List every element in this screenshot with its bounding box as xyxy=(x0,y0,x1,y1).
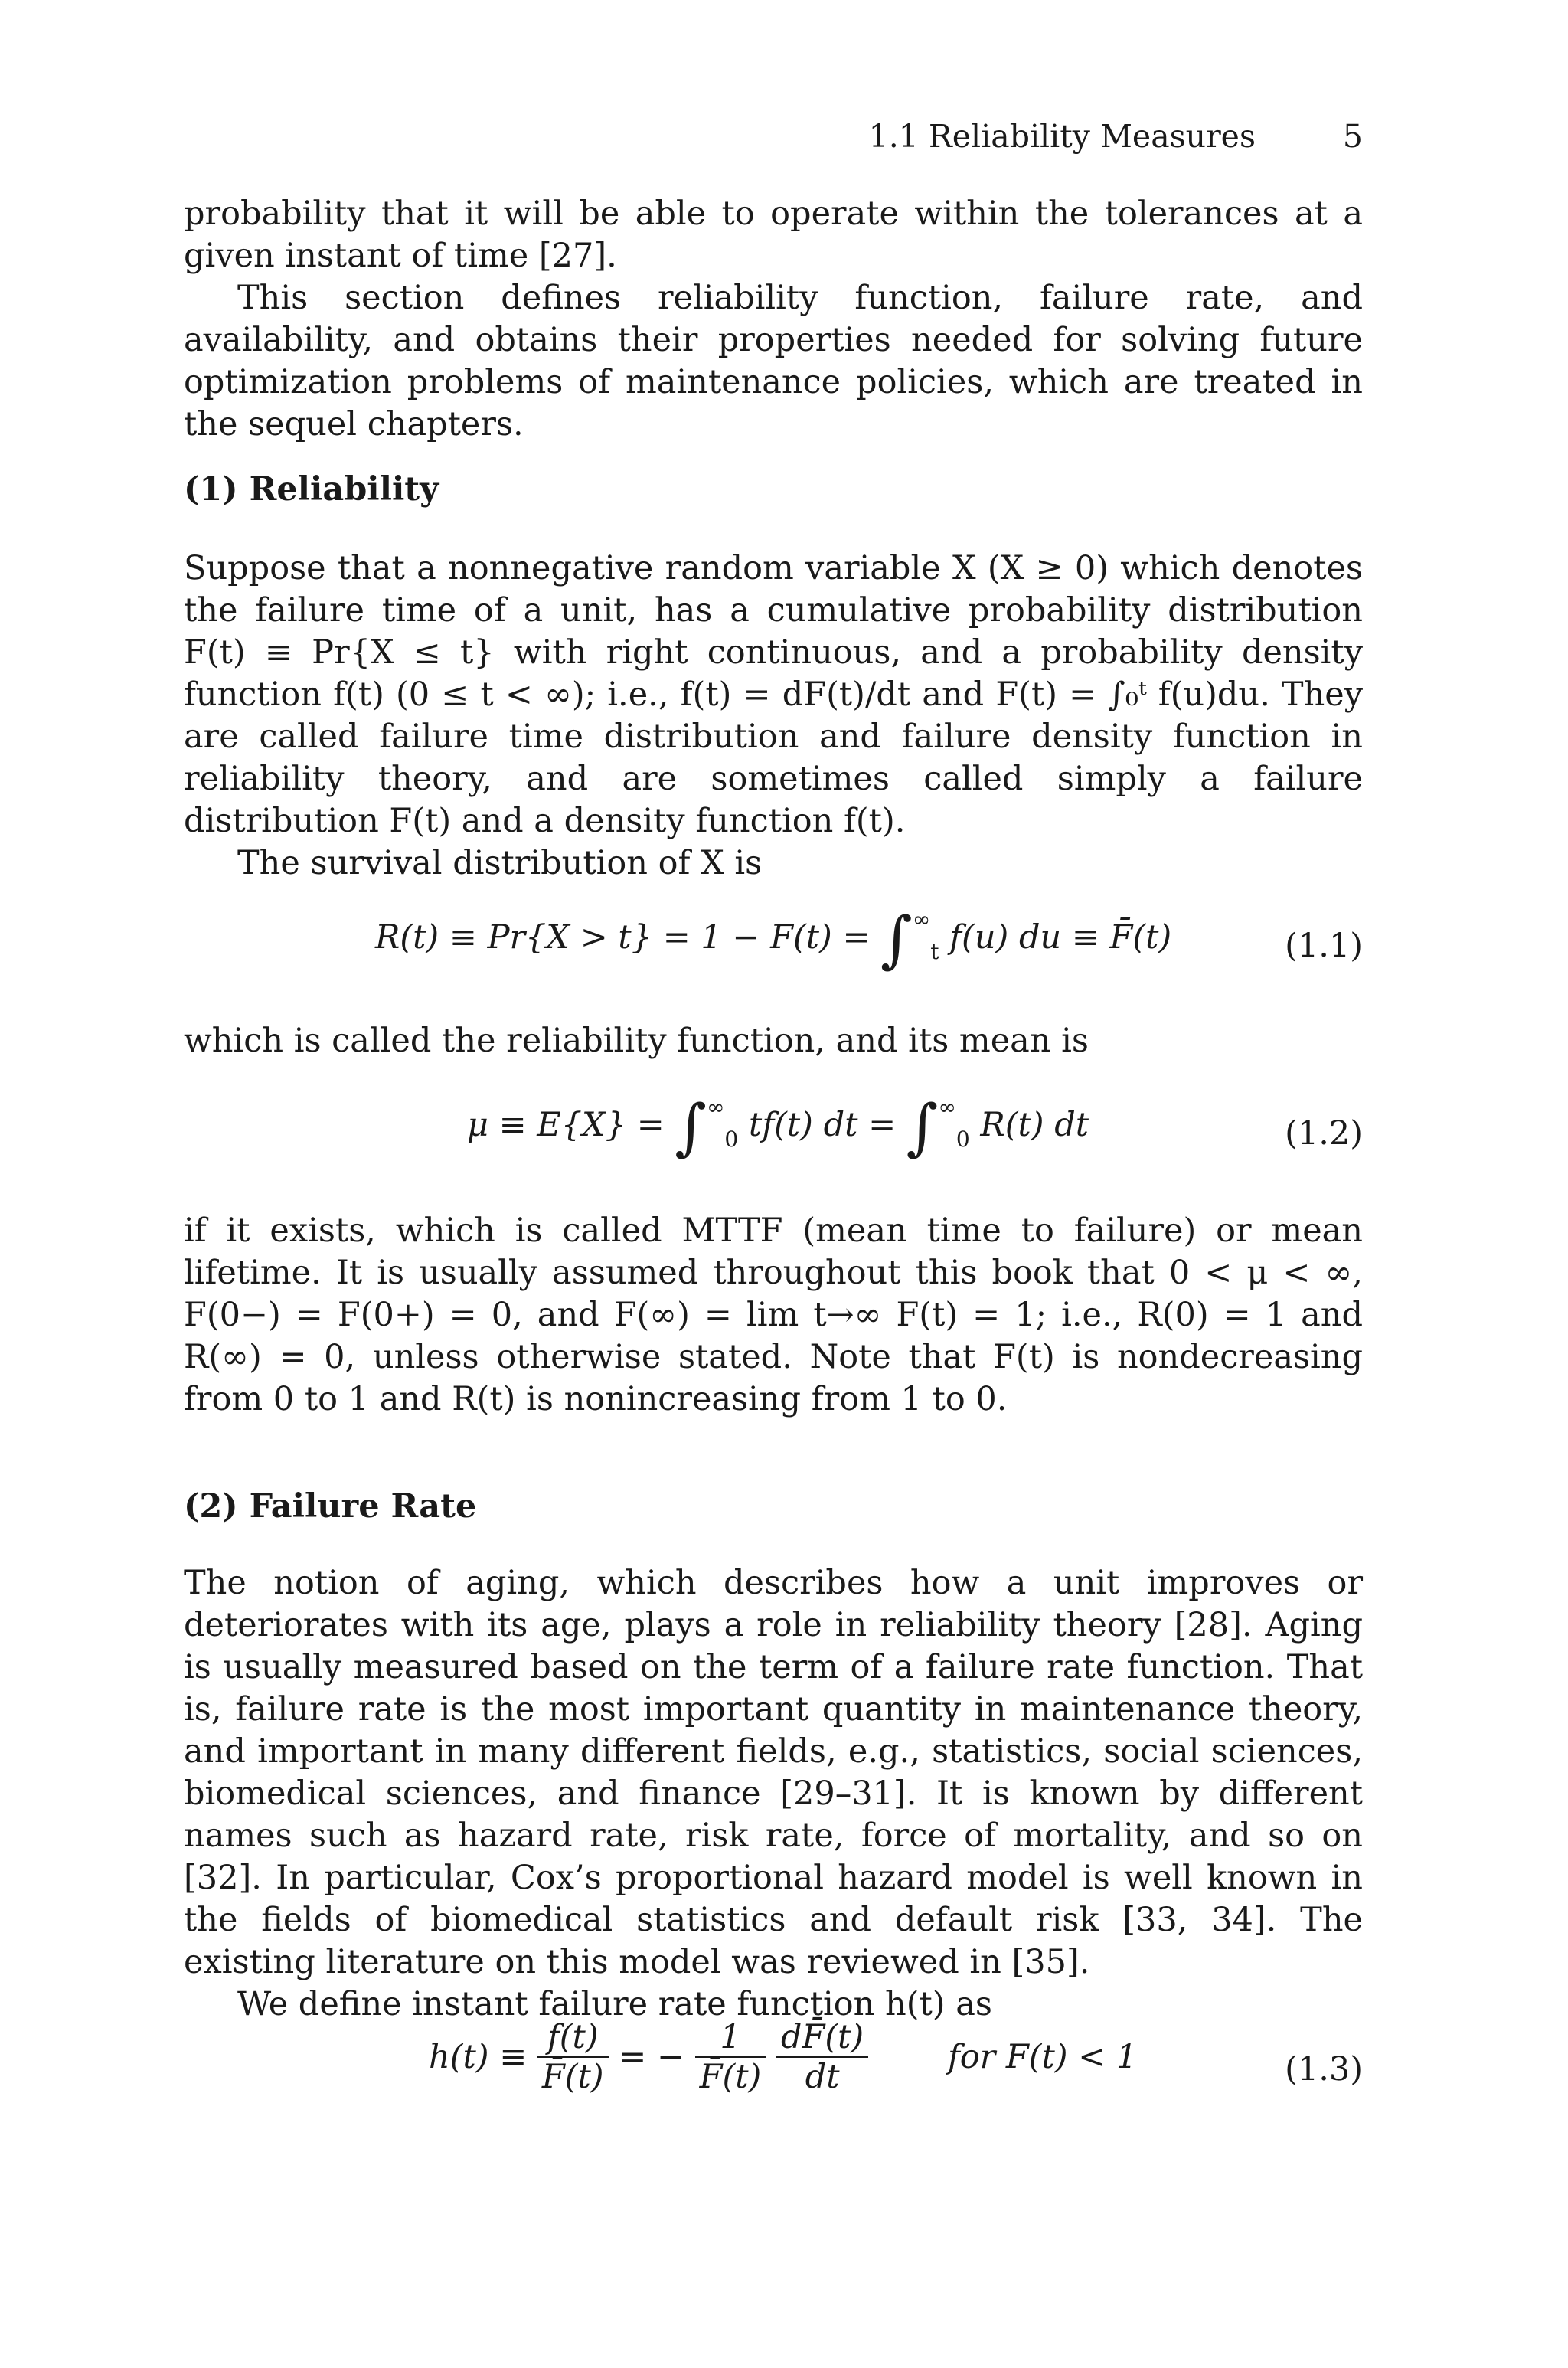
eq3-number: (1.3) xyxy=(1285,2050,1363,2088)
integral-sign: ∫ xyxy=(880,904,913,975)
equation-1-3: h(t) ≡ $\frac{f(t)}{F̄(t)}$ = − $\frac{1}{F̄(t)}$ $\frac{dF̄(t)}{dt}$ for F(t) < 1 (1.3) xyxy=(429,2018,1363,2096)
eq2-rhs: R(t) dt xyxy=(980,1106,1089,1144)
failure-rate-paragraph-2: We define instant failure rate function h(t) as xyxy=(237,1985,992,2023)
reliability-block xyxy=(184,548,1363,885)
mttf-block xyxy=(184,1210,1363,1421)
eq1-number: (1.1) xyxy=(1285,927,1363,965)
failure-rate-paragraph-1: The notion of aging, which describes how a unit improves or deteriorates with its age, plays a role in reliability theory [28]. Aging is usually measured based on the term of a failure rate function. That is, failure rate is the most important quantity in maintenance theory, and important in many different fields, e.g., statistics, social sciences, biomedical sciences, and finance [29–31]. It is known by different names such as hazard rate, risk rate, force of mortality, and so on [32]. In particular, Cox’s proportional hazard model is well known in the fields of biomedical statistics and default risk [33, 34]. The existing literature on this model was reviewed in [35]. xyxy=(184,1564,1363,1981)
page-number: 5 xyxy=(1342,118,1363,155)
section-heading-reliability: (1) Reliability xyxy=(184,470,439,509)
reliability-paragraph-1: Suppose that a nonnegative random variable X (X ≥ 0) which denotes the failure time of a unit, has a cumulative probability distribution F(t) ≡ Pr{X ≤ t} with right continuous, and a probability density function f(t) (0 ≤ t < ∞); i.e., f(t) = dF(t)/dt and F(t) = ∫₀ᵗ f(u)du. They are called failure time distribution and failure density function in reliability theory, and are sometimes called simply a failure distribution F(t) and a density function f(t). xyxy=(184,549,1363,840)
reliability-paragraph-3: which is called the reliability function, and its mean is xyxy=(184,1022,1089,1060)
reliability-paragraph-4: if it exists, which is called MTTF (mean time to failure) or mean lifetime. It is usually assumed throughout this book that 0 < μ < ∞, F(0−) = F(0+) = 0, and F(∞) = lim t→∞ F(t) = 1; i.e., R(0) = 1 and R(∞) = 0, unless otherwise stated. Note that F(t) is nondecreasing from 0 to 1 and R(t) is nonincreasing from 1 to 0. xyxy=(184,1212,1363,1418)
reliability-paragraph-2: The survival distribution of X is xyxy=(237,844,763,882)
integral-sign: ∫ xyxy=(675,1091,707,1163)
eq3-lhs: h(t) ≡ xyxy=(429,2038,528,2076)
eq3-fraction-2: $\frac{1}{F̄(t)}$ xyxy=(695,2018,766,2096)
running-header xyxy=(184,115,1363,158)
integral-sign: ∫ xyxy=(906,1091,939,1163)
reliability-function-line xyxy=(184,1020,1363,1062)
eq2-number: (1.2) xyxy=(1285,1114,1363,1153)
eq2-lhs: μ ≡ E{X} = xyxy=(467,1106,665,1144)
equation-1-1 xyxy=(184,904,1363,988)
intro-paragraph-1: probability that it will be able to operate within the tolerances at a given instant of time [27]. xyxy=(184,195,1363,275)
eq3-fraction-1: $\frac{f(t)}{F̄(t)}$ xyxy=(537,2018,609,2096)
eq1-rhs: f(u) du ≡ F̄(t) xyxy=(949,918,1172,957)
equation-1-2: $\mu \equiv E\{X\} = \int^\infty_0$ tf(t) dt = $\int^\infty_0$ R(t) dt (1.2) xyxy=(467,1091,1363,1163)
eq1-lhs: R(t) ≡ Pr{X > t} = 1 − F(t) = xyxy=(375,918,871,957)
intro-paragraph-2: This section defines reliability function, failure rate, and availability, and obtains their properties needed for solving future optimization problems of maintenance policies, which are treated in the sequel chapters. xyxy=(184,279,1363,443)
eq3-condition: for F(t) < 1 xyxy=(947,2038,1138,2076)
failure-rate-block xyxy=(184,1562,1363,2026)
eq2-mid: tf(t) dt = xyxy=(748,1106,897,1144)
eq3-fraction-3: $\frac{dF̄(t)}{dt}$ xyxy=(776,2018,868,2096)
header-section-title: 1.1 Reliability Measures xyxy=(868,118,1256,155)
intro-block xyxy=(184,193,1363,446)
section-heading-failure-rate: (2) Failure Rate xyxy=(184,1487,477,1526)
eq1-lower-limit: t xyxy=(930,939,939,964)
eq1-upper-limit: ∞ xyxy=(912,907,931,932)
